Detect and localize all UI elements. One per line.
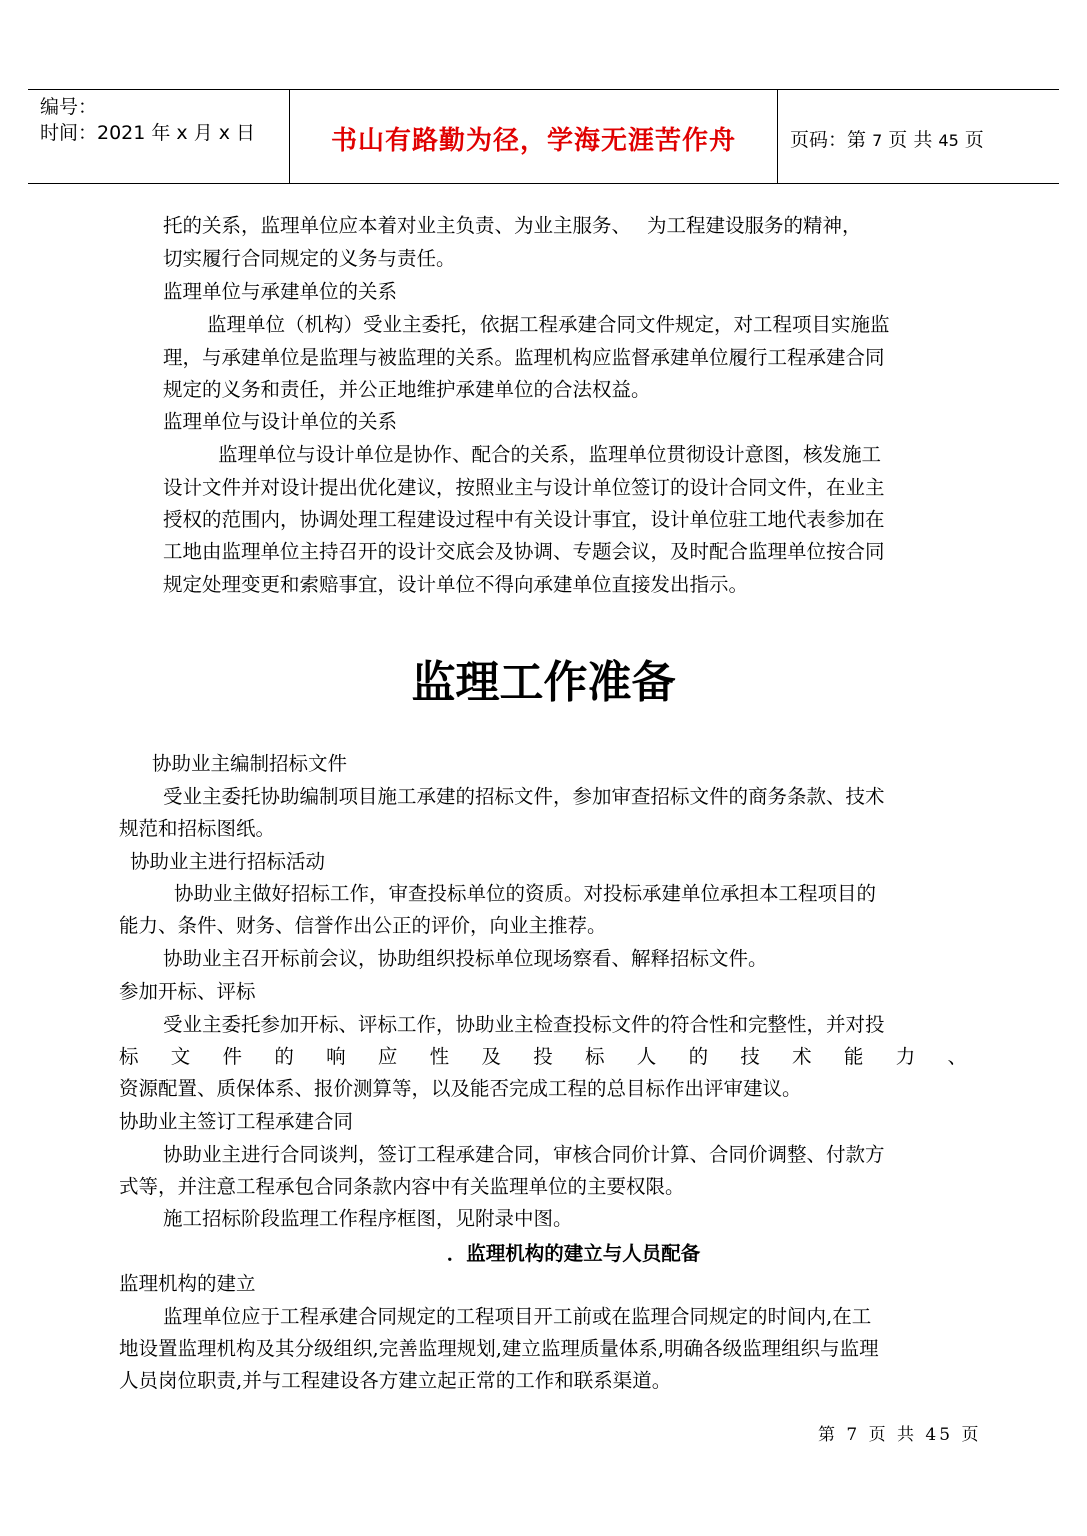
page-current: 7 xyxy=(872,131,883,150)
text-line: 标文件的响应性及投标人的技术能力、 xyxy=(119,1045,967,1068)
text-line: 监理单位与设计单位是协作、配合的关系，监理单位贯彻设计意图，核发施工 xyxy=(218,443,882,466)
page-header xyxy=(28,89,1059,184)
date-line: 时间：2021 年 x 月 x 日 xyxy=(40,122,256,144)
text-line: 工地由监理单位主持召开的设计交底会及协调、专题会议，及时配合监理单位按合同 xyxy=(163,540,885,563)
text-line: 规范和招标图纸。 xyxy=(119,817,276,840)
text-line: 监理单位（机构）受业主委托，依据工程承建合同文件规定，对工程项目实施监 xyxy=(207,313,890,336)
text-heading: 协助业主进行招标活动 xyxy=(130,850,326,873)
subsection-title: ．监理机构的建立与人员配备 xyxy=(446,1242,701,1265)
text-line: 规定处理变更和索赔事宜，设计单位不得向承建单位直接发出指示。 xyxy=(163,573,749,596)
text-line: 协助业主做好招标工作，审查投标单位的资质。对投标承建单位承担本工程项目的 xyxy=(174,882,877,905)
text-line: 受业主委托协助编制项目施工承建的招标文件，参加审查招标文件的商务条款、技术 xyxy=(163,785,885,808)
text-line: 授权的范围内，协调处理工程建设过程中有关设计事宜，设计单位驻工地代表参加在 xyxy=(163,508,885,531)
page-total: 45 xyxy=(938,131,959,150)
text-line: 协助业主进行合同谈判，签订工程承建合同，审核合同价计算、合同价调整、付款方 xyxy=(163,1143,885,1166)
text-line: 施工招标阶段监理工作程序框图，见附录中图。 xyxy=(163,1207,573,1230)
text-heading: 监理单位与设计单位的关系 xyxy=(163,410,398,433)
header-divider xyxy=(777,90,778,183)
page-mid: 页 共 xyxy=(888,129,933,151)
text-line: 受业主委托参加开标、评标工作，协助业主检查投标文件的符合性和完整性，并对投 xyxy=(163,1013,885,1036)
text-line: 式等，并注意工程承包合同条款内容中有关监理单位的主要权限。 xyxy=(119,1175,685,1198)
text-heading: 监理机构的建立 xyxy=(119,1272,256,1295)
section-title: 监理工作准备 xyxy=(411,657,676,708)
page-prefix: 页码：第 xyxy=(790,129,867,151)
text-line: 人员岗位职责,并与工程建设各方建立起正常的工作和联系渠道。 xyxy=(119,1369,672,1392)
header-motto: 书山有路勤为径，学海无涯苦作舟 xyxy=(330,126,736,156)
text-heading: 协助业主编制招标文件 xyxy=(152,752,348,775)
text-heading: 监理单位与承建单位的关系 xyxy=(163,280,398,303)
text-heading: 协助业主签订工程承建合同 xyxy=(119,1110,354,1133)
text-line: 规定的义务和责任，并公正地维护承建单位的合法权益。 xyxy=(163,378,651,401)
text-line: 托的关系，监理单位应本着对业主负责、为业主服务、 为工程建设服务的精神， xyxy=(163,214,862,237)
text-line: 理，与承建单位是监理与被监理的关系。监理机构应监督承建单位履行工程承建合同 xyxy=(163,346,885,369)
text-line: 切实履行合同规定的义务与责任。 xyxy=(163,247,456,270)
text-line: 资源配置、质保体系、报价测算等，以及能否完成工程的总目标作出评审建议。 xyxy=(119,1077,802,1100)
text-line: 设计文件并对设计提出优化建议，按照业主与设计单位签订的设计合同文件，在业主 xyxy=(163,476,885,499)
text-line: 协助业主召开标前会议，协助组织投标单位现场察看、解释招标文件。 xyxy=(163,947,768,970)
serial-label: 编号： xyxy=(40,96,98,118)
header-meta xyxy=(40,94,255,146)
text-line: 能力、条件、财务、信誉作出公正的评价，向业主推荐。 xyxy=(119,914,607,937)
page-footer: 第 7 页 共 45 页 xyxy=(818,1425,982,1445)
text-line: 地设置监理机构及其分级组织,完善监理规划,建立监理质量体系,明确各级监理组织与监理 xyxy=(119,1337,879,1360)
text-line: 监理单位应于工程承建合同规定的工程项目开工前或在监理合同规定的时间内,在工 xyxy=(163,1305,872,1328)
text-heading: 参加开标、评标 xyxy=(119,980,256,1003)
page-suffix: 页 xyxy=(964,129,984,151)
header-page-info xyxy=(790,125,984,152)
